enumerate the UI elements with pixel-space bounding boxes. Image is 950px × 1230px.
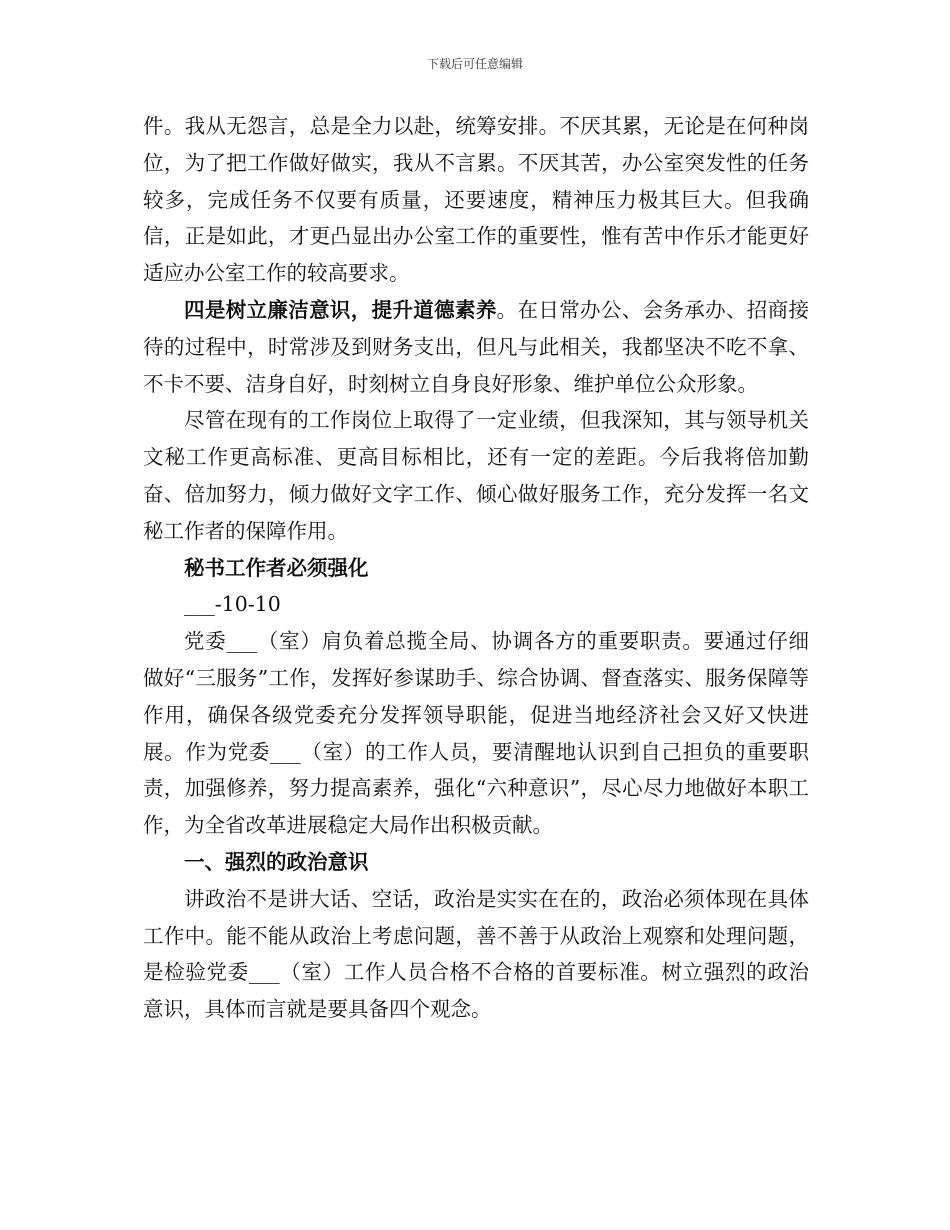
paragraph-conclusion: 尽管在现有的工作岗位上取得了一定业绩，但我深知，其与领导机关文秘工作更高标准、更高目标相比，还有一定的差距。今后我将倍加勤奋、倍加努力，倾力做好文字工作、倾心做好服务工作，充分发挥一名文秘工作者的保障作用。 xyxy=(143,408,809,543)
article-date: ___-10-10 xyxy=(184,592,281,617)
paragraph-integrity-text: 。在日常办公、会务承办、招商接待的过程中，时常涉及到财务支出，但凡与此相关，我都坚决不吃不拿、不卡不要、洁身自好，时刻树立自身良好形象、维护单位公众形象。 xyxy=(143,297,809,396)
document-body xyxy=(143,108,809,1028)
paragraph-intro: 党委___（室）肩负着总揽全局、协调各方的重要职责。要通过仔细做好“三服务”工作，发挥好参谋助手、综合协调、督查落实、服务保障等作用，确保各级党委充分发挥领导职能，促进当地经济社会又好又快进展。作为党委___（室）的工作人员，要清醒地认识到自己担负的重要职责，加强修养，努力提高素养，强化“六种意识”，尽心尽力地做好本职工作，为全省改革进展稳定大局作出积极贡献。 xyxy=(143,629,809,838)
paragraph-political-awareness: 讲政治不是讲大话、空话，政治是实实在在的，政治必须体现在具体工作中。能不能从政治上考虑问题，善不善于从政治上观察和处理问题，是检验党委___（室）工作人员合格不合格的首要标准。树立强烈的政治意识，具体而言就是要具备四个观念。 xyxy=(143,886,809,1022)
section-heading: 一、强烈的政治意识 xyxy=(184,849,369,874)
paragraph-integrity xyxy=(143,292,809,402)
article-title: 秘书工作者必须强化 xyxy=(184,555,369,580)
paragraph-lead-heading: 四是树立廉洁意识，提升道德素养 xyxy=(184,297,497,322)
page-header: 下载后可任意编辑 xyxy=(426,57,523,71)
paragraph-continuation: 件。我从无怨言，总是全力以赴，统筹安排。不厌其累，无论是在何种岗位，为了把工作做好做实，我从不言累。不厌其苦，办公室突发性的任务较多，完成任务不仅要有质量，还要速度，精神压力极其巨大。但我确信，正是如此，才更凸显出办公室工作的重要性，惟有苦中作乐才能更好适应办公室工作的较高要求。 xyxy=(143,114,809,286)
